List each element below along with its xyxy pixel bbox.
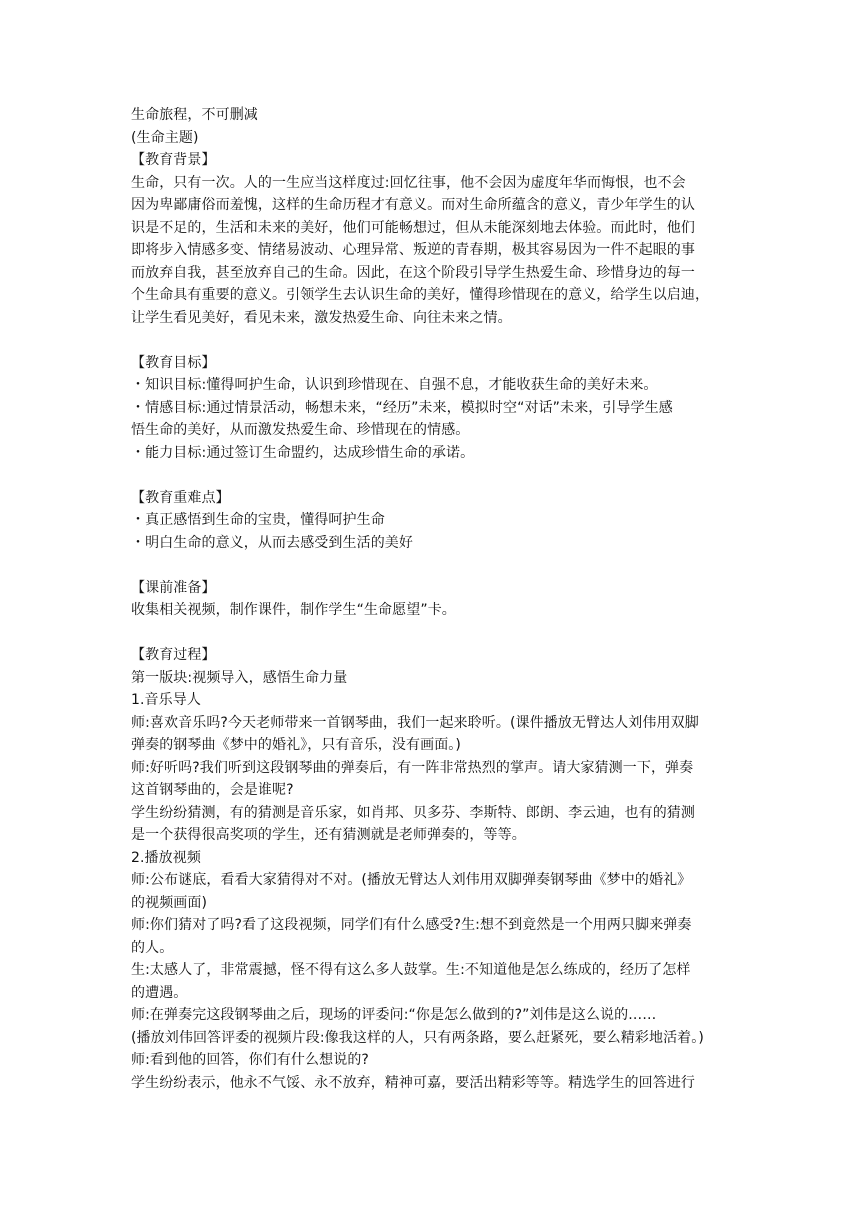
paragraph-line: 个生命具有重要的意义。引领学生去认识生命的美好，懂得珍惜现在的意义，给学生以启迪， xyxy=(131,287,710,303)
section-heading: 【教育重难点】 xyxy=(131,489,230,506)
paragraph-line: 师:喜欢音乐吗?今天老师带来一首钢琴曲，我们一起来聆听。(课件播放无臂达人刘伟用双脚 xyxy=(131,714,699,731)
paragraph-line: 因为卑鄙庸俗而羞愧，这样的生命历程才有意义。而对生命所蕴含的意义，青少年学生的认 xyxy=(131,197,695,213)
paragraph-line: 师:你们猜对了吗?看了这段视频，同学们有什么感受?生:想不到竟然是一个用两只脚来弹奏 xyxy=(131,917,692,933)
paragraph-line: 1.音乐导人 xyxy=(131,692,201,708)
paragraph-line: 收集相关视频，制作课件，制作学生“生命愿望”卡。 xyxy=(131,602,456,618)
paragraph-line: 即将步入情感多变、情绪易波动、心理异常、叛逆的青春期，极其容易因为一件不起眼的事 xyxy=(131,242,695,258)
section-goals xyxy=(131,352,731,465)
paragraph-line: 而放弃自我，甚至放弃自己的生命。因此，在这个阶段引导学生热爱生命、珍惜身边的每一 xyxy=(131,264,695,281)
section-heading: 【教育目标】 xyxy=(131,354,216,371)
bullet-line: ・知识目标:懂得呵护生命，认识到珍惜现在、自强不息，才能收获生命的美好未来。 xyxy=(131,377,658,393)
section-process xyxy=(131,644,731,1094)
bullet-line: ・真正感悟到生命的宝贵，懂得呵护生命 xyxy=(131,512,385,528)
section-keypoints xyxy=(131,487,731,555)
paragraph-line: 生:太感人了，非常震撼，怪不得有这么多人鼓掌。生:不知道他是怎么练成的，经历了怎样 xyxy=(131,962,691,978)
section-background xyxy=(131,149,731,329)
paragraph-line: 学生纷纷表示，他永不气馁、永不放弃，精神可嘉，要活出精彩等等。精选学生的回答进行 xyxy=(131,1074,695,1091)
paragraph-line: 师:公布谜底，看看大家猜得对不对。(播放无臂达人刘伟用双脚弹奏钢琴曲《梦中的婚礼》 xyxy=(131,872,692,888)
paragraph-line: 师:看到他的回答，你们有什么想说的? xyxy=(131,1052,369,1068)
paragraph-line: 2.播放视频 xyxy=(131,849,201,866)
bullet-line: ・明白生命的意义，从而去感受到生活的美好 xyxy=(131,534,413,551)
paragraph-line: (播放刘伟回答评委的视频片段:像我这样的人，只有两条路，要么赶紧死，要么精彩地活着。) xyxy=(131,1029,704,1046)
section-heading: 【课前准备】 xyxy=(131,579,216,596)
document-title: 生命旅程，不可删减 xyxy=(131,107,258,123)
paragraph-line: 师:在弹奏完这段钢琴曲之后，现场的评委问:“你是怎么做到的?”刘伟是这么说的…… xyxy=(131,1007,657,1023)
paragraph-line: 的视频画面) xyxy=(131,894,208,911)
paragraph-line: 是一个获得很高奖项的学生，还有猜测就是老师弹奏的，等等。 xyxy=(131,827,526,843)
paragraph-line: 的人。 xyxy=(131,939,174,956)
paragraph-line: 这首钢琴曲的，会是谁呢? xyxy=(131,782,294,798)
paragraph-line: 师:好听吗?我们听到这段钢琴曲的弹奏后，有一阵非常热烈的掌声。请大家猜测一下，弹奏 xyxy=(131,759,694,776)
blank-line xyxy=(131,554,731,577)
bullet-line: ・情感目标:通过情景活动，畅想未来，“经历”未来，模拟时空“对话”未来，引导学生感 xyxy=(131,399,673,416)
section-preparation xyxy=(131,577,731,622)
paragraph-line: 识是不足的，生活和未来的美好，他们可能畅想过，但从未能深刻地去体验。而此时，他们 xyxy=(131,219,695,236)
paragraph-line: 弹奏的钢琴曲《梦中的婚礼》，只有音乐，没有画面。) xyxy=(131,737,461,753)
document-page xyxy=(131,104,731,1094)
blank-line xyxy=(131,622,731,645)
paragraph-line: 学生纷纷猜测，有的猜测是音乐家，如肖邦、贝多芬、李斯特、郎朗、李云迪，也有的猜测 xyxy=(131,804,695,821)
document-subtitle: (生命主题) xyxy=(131,129,199,146)
bullet-line: ・能力目标:通过签订生命盟约，达成珍惜生命的承诺。 xyxy=(131,444,475,461)
paragraph-line: 让学生看见美好，看见未来，激发热爱生命、向往未来之情。 xyxy=(131,309,512,326)
paragraph-line: 的遭遇。 xyxy=(131,984,188,1001)
paragraph-line: 悟生命的美好，从而激发热爱生命、珍惜现在的情感。 xyxy=(131,422,470,438)
paragraph-line: 生命，只有一次。人的一生应当这样度过:回忆往事，他不会因为虚度年华而悔恨，也不会 xyxy=(131,174,686,191)
blank-line xyxy=(131,464,731,487)
section-heading: 【教育背景】 xyxy=(131,152,216,168)
paragraph-line: 第一版块:视频导入，感悟生命力量 xyxy=(131,669,348,686)
section-heading: 【教育过程】 xyxy=(131,647,216,663)
blank-line xyxy=(131,329,731,352)
